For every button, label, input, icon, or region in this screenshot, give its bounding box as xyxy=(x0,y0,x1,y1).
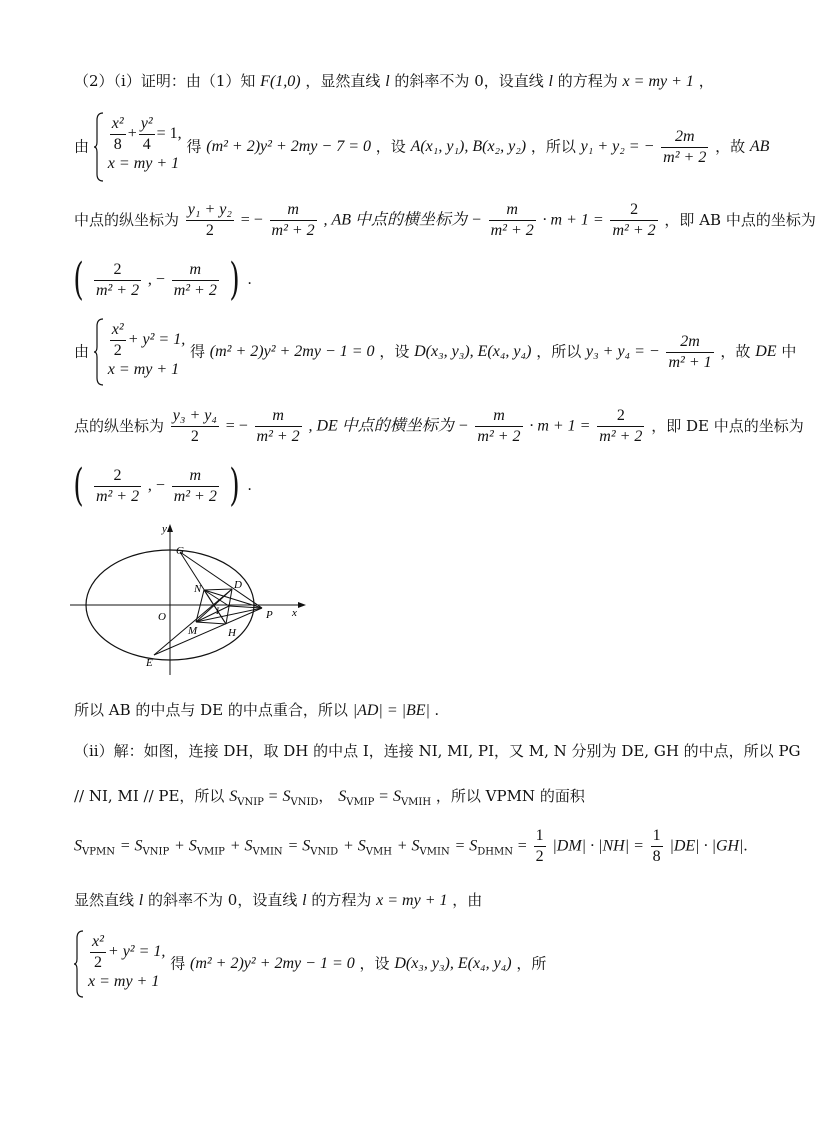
line-l-symbol: l xyxy=(548,73,553,90)
frac-den: m² + 1 xyxy=(668,353,712,371)
label-n: N xyxy=(194,583,202,595)
line1-end: ， xyxy=(698,72,714,90)
line12-text1: 显然直线 xyxy=(74,891,135,909)
line-l-symbol: l xyxy=(385,73,390,90)
segment-nd xyxy=(204,589,232,590)
line10-text2: ，所以 VPMN 的面积 xyxy=(435,787,585,805)
so-text: ，所以 xyxy=(530,137,576,156)
line12-text4: ，由 xyxy=(452,891,483,909)
sys-row-2: x = my + 1 xyxy=(107,155,180,172)
expr-part: + S xyxy=(396,837,420,855)
point-f: F(1,0) xyxy=(260,73,301,90)
text-line-1 xyxy=(74,74,714,90)
area-sub: VMIP xyxy=(346,797,375,808)
segment-de: DE xyxy=(755,343,777,360)
frac-num: y₁ + y₂ xyxy=(186,202,234,221)
segment-mi xyxy=(196,606,229,622)
frac-num: 2 xyxy=(597,408,644,427)
frac-num: 2m xyxy=(666,334,713,353)
line-l-symbol: l xyxy=(138,892,144,909)
brace-icon xyxy=(94,318,104,386)
frac-den: 2 xyxy=(113,341,122,359)
area-sub: VNIP xyxy=(237,797,264,808)
text-line-2 xyxy=(74,112,769,182)
frac-num: m xyxy=(172,468,219,487)
area-sub: VMH xyxy=(365,846,392,858)
expr-part: = S xyxy=(287,837,311,855)
frac-num: y² xyxy=(139,116,155,135)
de-char: 得 xyxy=(186,137,202,156)
text-line-6 xyxy=(74,408,804,445)
label-h: H xyxy=(228,627,236,639)
frac-den: 2 xyxy=(205,222,214,239)
gu-text: ，故 xyxy=(720,342,751,361)
sys-tail: + y² = 1, xyxy=(127,331,186,348)
expr-part: = S xyxy=(119,837,143,855)
line-l-symbol: l xyxy=(302,892,307,909)
period: . xyxy=(743,837,748,855)
frac-num: x² xyxy=(110,322,126,341)
de-char: 得 xyxy=(170,954,186,973)
line12-text2: 的斜率不为 0，设直线 xyxy=(148,891,298,909)
right-paren: ) xyxy=(229,460,240,511)
frac-den: m² + 2 xyxy=(490,222,534,239)
frac-den: m² + 2 xyxy=(271,222,315,239)
set-text: ，设 xyxy=(379,342,410,361)
area-sub: VPMN xyxy=(82,846,115,858)
comma: ， xyxy=(318,787,334,805)
frac-num: x² xyxy=(90,934,106,953)
expr-part: + S xyxy=(229,837,253,855)
line1-mid: ，显然直线 xyxy=(305,72,381,90)
left-paren: ( xyxy=(73,460,84,511)
frac-num: m xyxy=(475,408,522,427)
text-line-11 xyxy=(74,828,747,865)
equation-system-3 xyxy=(74,930,165,998)
brace-icon xyxy=(94,112,104,182)
sys-row-2: x = my + 1 xyxy=(107,361,180,378)
frac-den: m² + 2 xyxy=(95,281,140,299)
line8-text: 所以 AB 的中点与 DE 的中点重合，所以 xyxy=(74,701,348,719)
line1-prefix: （2）（i）证明：由（1）知 xyxy=(74,72,256,90)
label-i: I xyxy=(216,606,219,616)
right-paren: ) xyxy=(229,254,240,305)
line6-text2: , DE 中点的横坐标为 − xyxy=(308,417,469,435)
area-s: S xyxy=(338,788,347,805)
label-y: y xyxy=(162,523,167,535)
frac-den: m² + 2 xyxy=(612,222,656,239)
line9-text: （ii）解：如图，连接 DH，取 DH 的中点 I，连接 NI, MI, PI，又 M, N 分别为 DE, GH 的中点，所以 PG xyxy=(74,742,801,760)
frac-den: m² + 2 xyxy=(477,428,521,445)
label-m: M xyxy=(188,625,198,637)
segment-nh xyxy=(204,590,226,624)
frac-den: m² + 2 xyxy=(95,487,140,505)
area-s: S xyxy=(282,788,291,805)
frac-den: 4 xyxy=(142,135,151,153)
zhong-char: 中 xyxy=(781,342,797,361)
frac-den: m² + 2 xyxy=(173,281,217,299)
line1-slope-text: 的斜率不为 0，设直线 xyxy=(394,72,544,90)
period: . xyxy=(434,702,439,719)
segment-mp xyxy=(196,608,262,622)
you-char: 由 xyxy=(74,137,90,156)
text-line-4 xyxy=(70,254,252,305)
area-s: S xyxy=(392,788,401,805)
frac-den: m² + 2 xyxy=(173,487,217,505)
gu-text: ，故 xyxy=(715,137,746,156)
frac-den: 2 xyxy=(93,953,102,971)
expr-part: = xyxy=(517,837,527,855)
frac-den: m² + 2 xyxy=(599,428,643,445)
sep: , − xyxy=(147,477,165,494)
eq-minus: = − xyxy=(225,417,248,435)
frac-num: m xyxy=(172,262,219,281)
line3-text3: · m + 1 = xyxy=(542,211,604,229)
segment-ab: AB xyxy=(749,138,770,155)
area-sub: VMIH xyxy=(400,797,432,808)
ellipse-figure xyxy=(66,520,316,680)
frac-num: m xyxy=(489,202,536,221)
sum-expr: y₁ + y₂ = − xyxy=(580,138,655,155)
frac-num: 1 xyxy=(651,828,663,847)
area-sub: VNID xyxy=(290,797,319,808)
quadratic-equation: (m² + 2)y² + 2my − 7 = 0 xyxy=(206,138,371,155)
area-sub: VMIP xyxy=(196,846,225,858)
text-line-5 xyxy=(74,318,796,386)
left-paren: ( xyxy=(73,254,84,305)
line6-text3: · m + 1 = xyxy=(529,417,591,435)
text-line-13 xyxy=(74,930,546,998)
suo-text: ，所 xyxy=(516,954,547,973)
text-line-9 xyxy=(74,744,801,759)
area-sub: VMIN xyxy=(419,846,450,858)
frac-num: 1 xyxy=(534,828,546,847)
eq: = xyxy=(268,788,278,805)
expr-part: = S xyxy=(454,837,478,855)
expr-part: |DE| · |GH| xyxy=(669,837,744,855)
area-s: S xyxy=(74,837,82,855)
set-text: ，设 xyxy=(359,954,390,973)
abs-equality: |AD| = |BE| xyxy=(352,702,430,719)
frac-den: 8 xyxy=(113,135,122,153)
points-de: D(x₃, y₃), E(x₄, y₄) xyxy=(394,955,512,972)
brace-icon xyxy=(74,930,84,998)
equation-system-1: $\frac{\text{x²}}{8}$ + $\frac{\text{y²}}{4}$ = 1, x = my + 1 xyxy=(94,112,182,182)
period: . xyxy=(247,477,252,494)
you-char: 由 xyxy=(74,342,90,361)
eq-minus: = − xyxy=(240,211,263,229)
equation-system-2 xyxy=(94,318,185,386)
text-line-3 xyxy=(74,202,816,239)
text-line-7 xyxy=(70,460,252,511)
sum-expr: y₃ + y₄ = − xyxy=(585,343,660,360)
frac-num: x² xyxy=(110,116,126,135)
y-axis-arrow-icon xyxy=(167,524,173,532)
label-p: P xyxy=(266,609,273,621)
label-d: D xyxy=(234,579,242,591)
frac-num: 2 xyxy=(94,262,141,281)
area-sub: VNIP xyxy=(142,846,170,858)
period: . xyxy=(247,271,252,288)
quadratic-equation: (m² + 2)y² + 2my − 1 = 0 xyxy=(189,955,355,972)
quadratic-equation: (m² + 2)y² + 2my − 1 = 0 xyxy=(209,343,375,360)
frac-num: y₃ + y₄ xyxy=(171,408,219,427)
sys-row-2: x = my + 1 xyxy=(88,973,160,990)
line12-text3: 的方程为 xyxy=(311,891,372,909)
area-s: S xyxy=(229,788,238,805)
expr-part: |DM| · |NH| = xyxy=(552,837,644,855)
area-sub: VNID xyxy=(310,846,339,858)
set-text: ，设 xyxy=(375,137,406,156)
line10-text1: // NI, MI // PE，所以 xyxy=(74,787,225,805)
eq: = xyxy=(379,788,389,805)
label-g: G xyxy=(176,545,184,557)
text-line-8 xyxy=(74,703,439,719)
area-sub: DHMN xyxy=(477,846,514,858)
text-line-10 xyxy=(74,789,585,808)
frac-den: 2 xyxy=(190,428,199,445)
so-text: ，所以 xyxy=(536,342,582,361)
frac-num: 2m xyxy=(661,129,708,148)
line-equation: x = my + 1 xyxy=(622,73,694,90)
line1-eq-label: 的方程为 xyxy=(557,72,618,90)
frac-num: 2 xyxy=(610,202,657,221)
frac-num: m xyxy=(255,408,302,427)
frac-den: m² + 2 xyxy=(663,148,707,166)
sys-tail: + y² = 1, xyxy=(107,943,166,960)
frac-den: 8 xyxy=(652,848,661,865)
sys-eq: = 1, xyxy=(156,125,182,142)
area-sub: VMIN xyxy=(252,846,283,858)
label-x: x xyxy=(292,607,297,619)
label-o: O xyxy=(158,611,166,623)
line6-text4: ，即 DE 中点的坐标为 xyxy=(651,417,804,435)
label-e: E xyxy=(146,657,153,669)
line3-text1: 中点的纵坐标为 xyxy=(74,211,180,229)
segment-mh xyxy=(196,622,226,624)
line6-text1: 点的纵坐标为 xyxy=(74,417,165,435)
x-axis-arrow-icon xyxy=(298,602,306,608)
expr-part: + S xyxy=(342,837,366,855)
frac-den: m² + 2 xyxy=(256,428,300,445)
sep: , − xyxy=(147,271,165,288)
frac-den: 2 xyxy=(535,848,544,865)
points-ab: A(x₁, y₁), B(x₂, y₂) xyxy=(410,138,527,155)
frac-num: 2 xyxy=(94,468,141,487)
de-char: 得 xyxy=(189,342,205,361)
points-de: D(x₃, y₃), E(x₄, y₄) xyxy=(414,343,532,360)
line3-text4: ，即 AB 中点的坐标为 xyxy=(664,211,816,229)
expr-part: + S xyxy=(173,837,197,855)
text-line-12 xyxy=(74,893,482,909)
frac-num: m xyxy=(270,202,317,221)
line-equation: x = my + 1 xyxy=(376,892,448,909)
line3-text2: , AB 中点的横坐标为 − xyxy=(323,211,482,229)
